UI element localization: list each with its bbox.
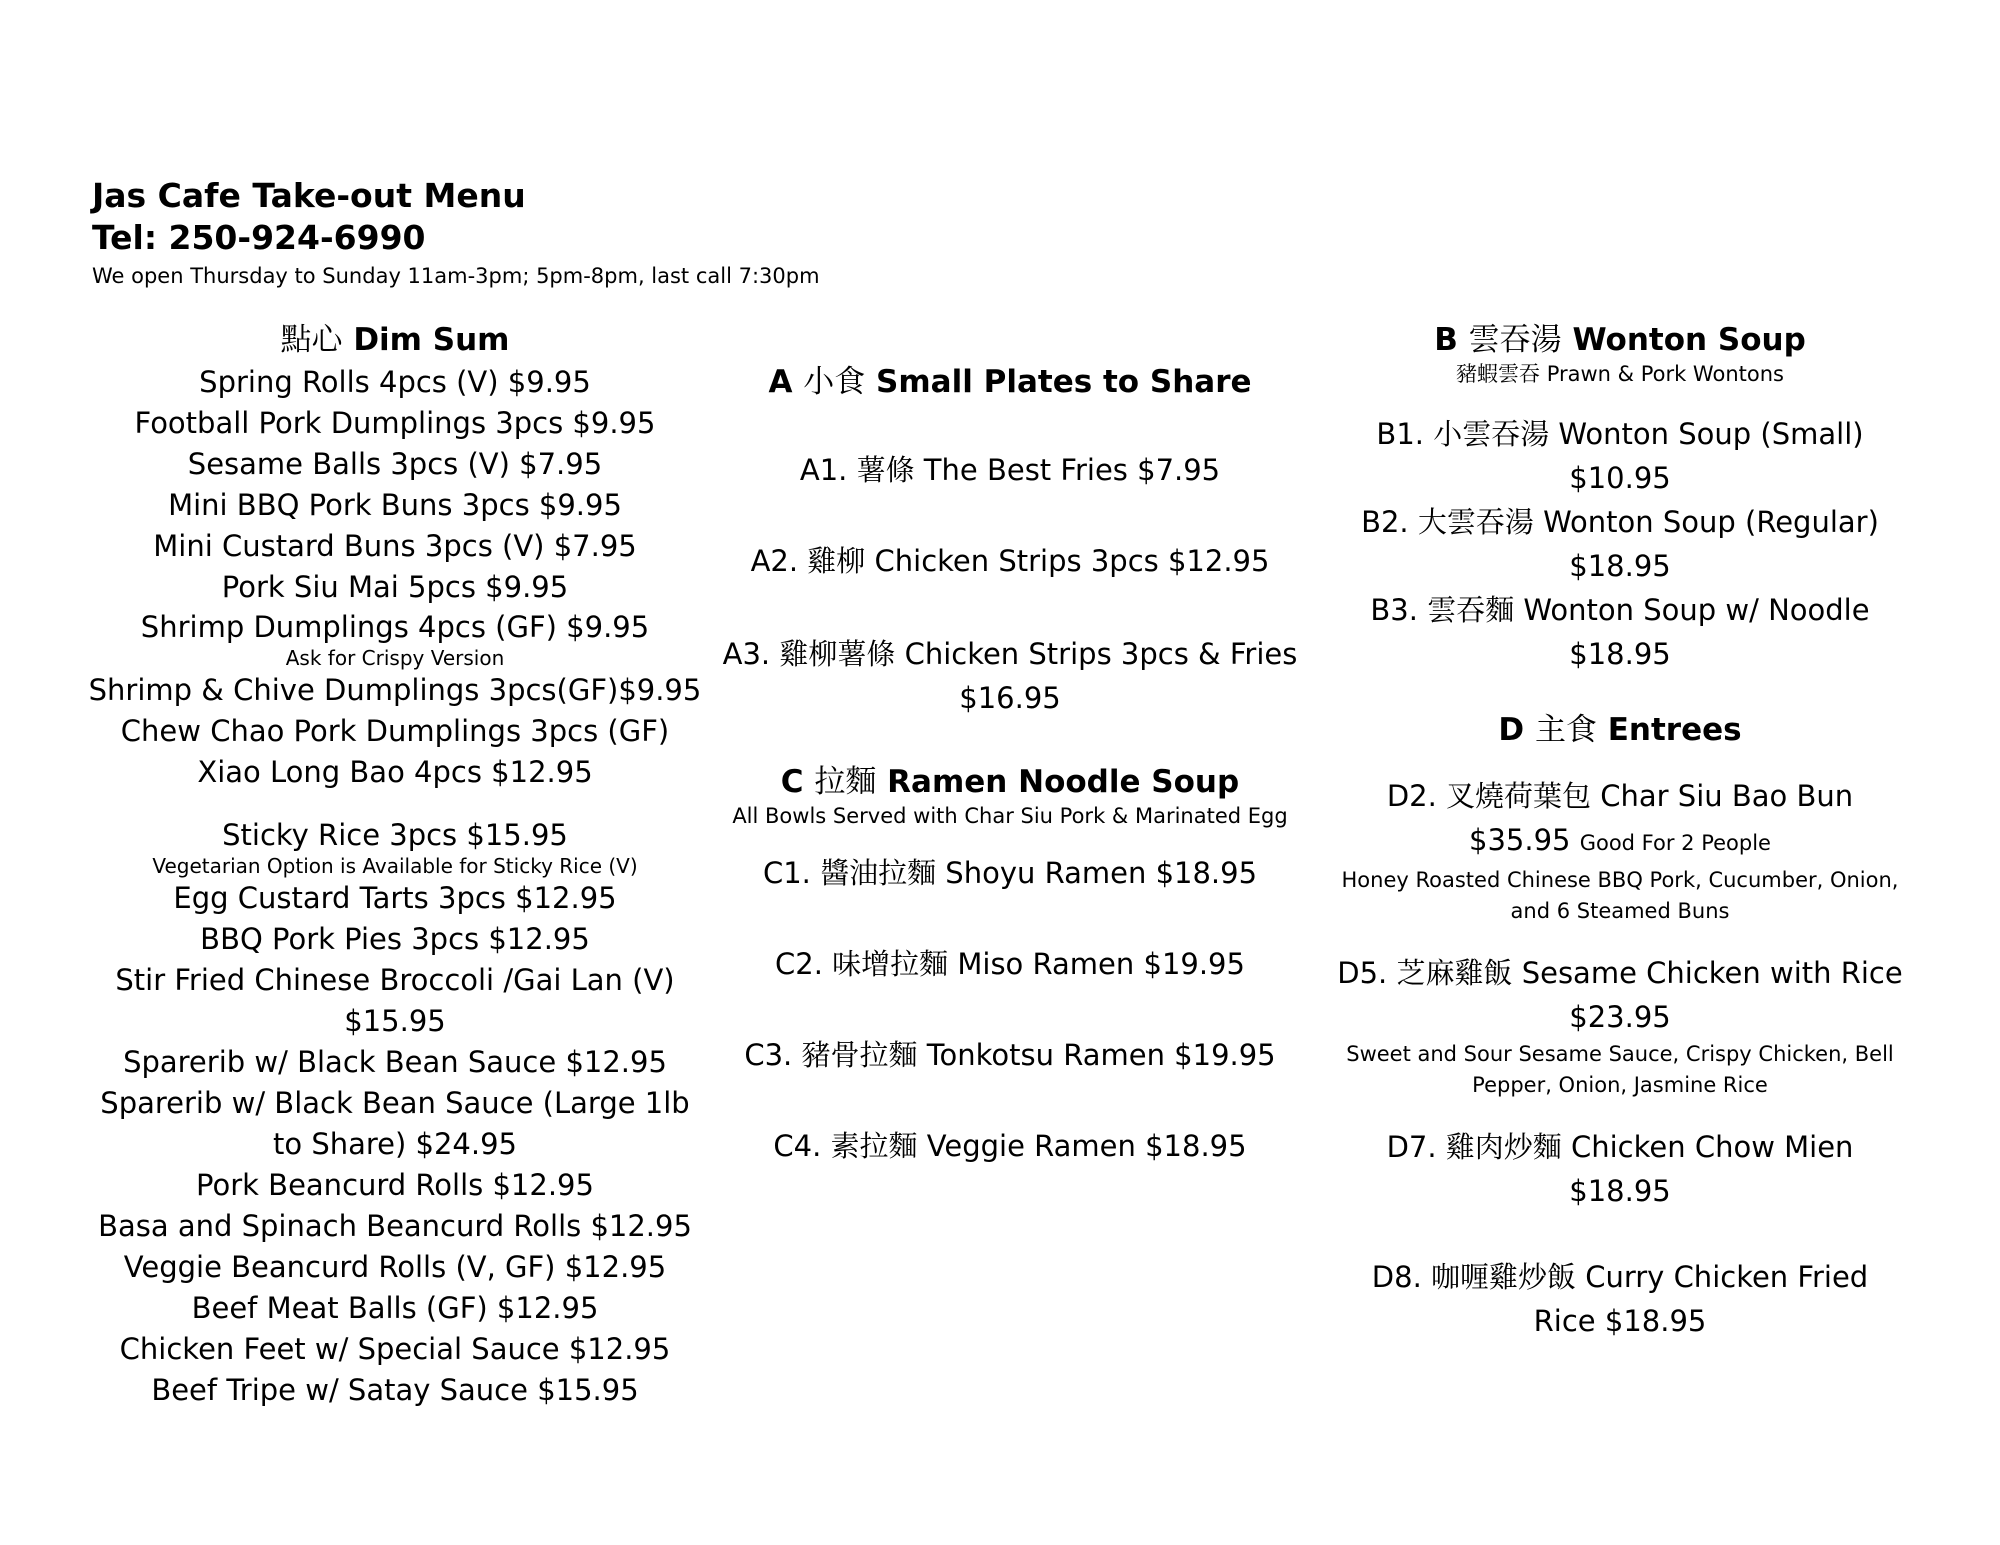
- entrees-letter: D: [1498, 712, 1525, 748]
- menu-item-price: $15.95: [344, 1004, 446, 1038]
- ramen-heading-en: Ramen Noodle Soup: [887, 764, 1240, 800]
- menu-item: C3. 豬骨拉麵 Tonkotsu Ramen $19.95: [744, 1038, 1276, 1072]
- menu-item-description: Honey Roasted Chinese BBQ Pork, Cucumber, Onion,: [1341, 868, 1899, 892]
- menu-item: Spring Rolls 4pcs (V) $9.95: [199, 365, 591, 399]
- menu-item: A2. 雞柳 Chicken Strips 3pcs $12.95: [750, 544, 1270, 578]
- menu-item: Sparerib w/ Black Bean Sauce $12.95: [123, 1045, 667, 1079]
- menu-note: Vegetarian Option is Available for Sticky Rice (V): [152, 854, 638, 878]
- wonton-heading-cn: 雲吞湯: [1468, 322, 1562, 358]
- menu-item-description: Pepper, Onion, Jasmine Rice: [1472, 1073, 1768, 1097]
- menu-item-price: $10.95: [1569, 461, 1671, 495]
- menu-item: Stir Fried Chinese Broccoli /Gai Lan (V): [115, 963, 675, 997]
- ramen-heading: [700, 760, 1320, 804]
- menu-item: B3. 雲吞麵 Wonton Soup w/ Noodle: [1370, 593, 1870, 627]
- d2-price: $35.95: [1469, 823, 1571, 857]
- menu-item-price: $18.95: [1569, 549, 1671, 583]
- menu-header: [92, 175, 820, 291]
- menu-item: Football Pork Dumplings 3pcs $9.95: [134, 406, 656, 440]
- menu-item: D2. 叉燒荷葉包 Char Siu Bao Bun: [1386, 779, 1854, 813]
- wonton-heading: [1305, 318, 1935, 362]
- menu-item: Sticky Rice 3pcs $15.95: [222, 818, 568, 852]
- menu-item-price: $16.95: [959, 681, 1061, 715]
- menu-item: B2. 大雲吞湯 Wonton Soup (Regular): [1361, 505, 1879, 539]
- menu-item-price: $23.95: [1569, 1000, 1671, 1034]
- menu-item: Chicken Feet w/ Special Sauce $12.95: [119, 1332, 671, 1366]
- ramen-subtitle: All Bowls Served with Char Siu Pork & Marinated Egg: [732, 804, 1288, 828]
- small-plates-heading: [700, 360, 1320, 404]
- small-plates-heading-en: Small Plates to Share: [876, 364, 1252, 400]
- menu-item: D8. 咖喱雞炒飯 Curry Chicken Fried: [1371, 1260, 1869, 1294]
- wonton-heading-en: Wonton Soup: [1572, 322, 1806, 358]
- entrees-heading-cn: 主食: [1534, 712, 1597, 748]
- small-plates-ramen-column: [700, 360, 1320, 1167]
- menu-item: C1. 醬油拉麵 Shoyu Ramen $18.95: [762, 856, 1258, 890]
- menu-item: Mini BBQ Pork Buns 3pcs $9.95: [168, 488, 622, 522]
- entrees-heading: [1305, 708, 1935, 752]
- ramen-heading-cn: 拉麵: [814, 764, 877, 800]
- menu-item: Xiao Long Bao 4pcs $12.95: [197, 755, 593, 789]
- menu-item: A3. 雞柳薯條 Chicken Strips 3pcs & Fries: [722, 637, 1298, 671]
- menu-item: Beef Tripe w/ Satay Sauce $15.95: [151, 1373, 639, 1407]
- dim-sum-heading-cn: 點心: [280, 322, 343, 358]
- menu-item: C4. 素拉麵 Veggie Ramen $18.95: [773, 1129, 1247, 1163]
- menu-item: Sparerib w/ Black Bean Sauce (Large 1lb: [100, 1086, 690, 1120]
- menu-item: C2. 味增拉麵 Miso Ramen $19.95: [775, 947, 1245, 981]
- menu-item: Basa and Spinach Beancurd Rolls $12.95: [98, 1209, 692, 1243]
- small-plates-heading-cn: 小食: [803, 364, 866, 400]
- menu-item: BBQ Pork Pies 3pcs $12.95: [200, 922, 590, 956]
- wonton-letter: B: [1434, 322, 1458, 358]
- menu-item: Pork Siu Mai 5pcs $9.95: [221, 570, 569, 604]
- menu-item: A1. 薯條 The Best Fries $7.95: [799, 453, 1221, 487]
- opening-hours: We open Thursday to Sunday 11am-3pm; 5pm-8pm, last call 7:30pm: [92, 264, 820, 288]
- wonton-subtitle: 豬蝦雲吞 Prawn & Pork Wontons: [1456, 362, 1784, 386]
- menu-item-price: Rice $18.95: [1533, 1304, 1707, 1338]
- dim-sum-heading: [75, 318, 715, 362]
- phone-number: Tel: 250-924-6990: [92, 218, 426, 257]
- menu-item: Shrimp & Chive Dumplings 3pcs(GF)$9.95: [88, 673, 702, 707]
- wonton-entrees-column: [1305, 318, 1935, 1343]
- menu-item: Mini Custard Buns 3pcs (V) $7.95: [153, 529, 637, 563]
- menu-item-price: [1305, 818, 1935, 865]
- small-plates-letter: A: [768, 364, 793, 400]
- menu-item-price: $18.95: [1569, 1174, 1671, 1208]
- dim-sum-column: [75, 318, 715, 1411]
- menu-item: D7. 雞肉炒麵 Chicken Chow Mien: [1386, 1130, 1854, 1164]
- menu-item-description: Sweet and Sour Sesame Sauce, Crispy Chicken, Bell: [1346, 1042, 1894, 1066]
- menu-item: Veggie Beancurd Rolls (V, GF) $12.95: [123, 1250, 667, 1284]
- ramen-letter: C: [780, 764, 804, 800]
- menu-note: Ask for Crispy Version: [285, 646, 505, 670]
- menu-item-price: $18.95: [1569, 637, 1671, 671]
- d2-price-note: Good For 2 People: [1579, 831, 1771, 855]
- menu-item: D5. 芝麻雞飯 Sesame Chicken with Rice: [1337, 956, 1903, 990]
- menu-item: Chew Chao Pork Dumplings 3pcs (GF): [120, 714, 670, 748]
- menu-item: to Share) $24.95: [272, 1127, 518, 1161]
- menu-item: B1. 小雲吞湯 Wonton Soup (Small): [1376, 417, 1864, 451]
- menu-item: Shrimp Dumplings 4pcs (GF) $9.95: [140, 610, 650, 644]
- entrees-heading-en: Entrees: [1607, 712, 1742, 748]
- menu-item: Pork Beancurd Rolls $12.95: [196, 1168, 594, 1202]
- menu-item-description: and 6 Steamed Buns: [1510, 899, 1730, 923]
- menu-title: Jas Cafe Take-out Menu: [92, 176, 526, 215]
- dim-sum-heading-en: Dim Sum: [353, 322, 510, 358]
- menu-item: Beef Meat Balls (GF) $12.95: [191, 1291, 599, 1325]
- menu-item: Sesame Balls 3pcs (V) $7.95: [187, 447, 603, 481]
- menu-item: Egg Custard Tarts 3pcs $12.95: [173, 881, 617, 915]
